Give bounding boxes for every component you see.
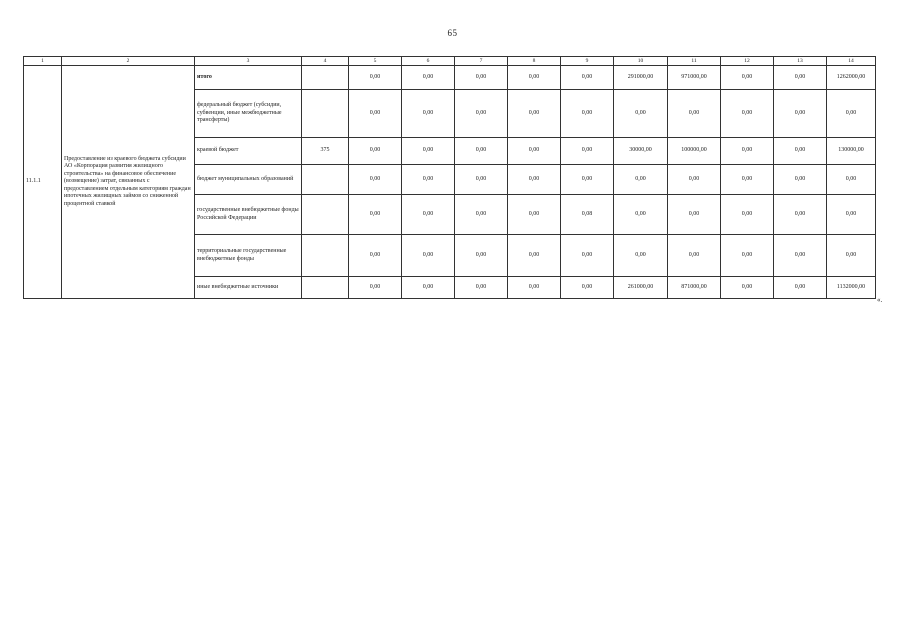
funding-source: бюджет муниципальных образований xyxy=(195,165,302,195)
cell-col4 xyxy=(302,235,349,277)
value-cell: 0,00 xyxy=(508,138,561,165)
cell-col4 xyxy=(302,66,349,90)
value-cell: 0,00 xyxy=(668,165,721,195)
funding-source: краевой бюджет xyxy=(195,138,302,165)
value-cell: 0,00 xyxy=(774,277,827,299)
value-cell: 871000,00 xyxy=(668,277,721,299)
value-cell: 0,00 xyxy=(721,165,774,195)
value-cell: 0,00 xyxy=(774,165,827,195)
value-cell: 291000,00 xyxy=(614,66,668,90)
value-cell: 130000,00 xyxy=(827,138,876,165)
value-cell: 971000,00 xyxy=(668,66,721,90)
value-cell: 0,00 xyxy=(508,235,561,277)
value-cell: 261000,00 xyxy=(614,277,668,299)
value-cell: 0,00 xyxy=(614,195,668,235)
value-cell: 0,00 xyxy=(349,138,402,165)
value-cell: 0,08 xyxy=(561,195,614,235)
cell-col4: 375 xyxy=(302,138,349,165)
value-cell: 0,00 xyxy=(402,277,455,299)
value-cell: 0,00 xyxy=(455,138,508,165)
table-row xyxy=(24,66,876,90)
cell-col4 xyxy=(302,277,349,299)
value-cell: 0,00 xyxy=(561,66,614,90)
value-cell: 0,00 xyxy=(455,165,508,195)
value-cell: 0,00 xyxy=(349,90,402,138)
funding-source: иные внебюджетные источники xyxy=(195,277,302,299)
value-cell: 0,00 xyxy=(349,195,402,235)
value-cell: 0,00 xyxy=(349,66,402,90)
funding-source: территориальные государственные внебюджетные фонды xyxy=(195,235,302,277)
column-header: 5 xyxy=(349,57,402,66)
value-cell: 0,00 xyxy=(349,165,402,195)
value-cell: 0,00 xyxy=(561,277,614,299)
column-header: 12 xyxy=(721,57,774,66)
value-cell: 0,00 xyxy=(402,235,455,277)
value-cell: 0,00 xyxy=(508,66,561,90)
column-header: 9 xyxy=(561,57,614,66)
value-cell: 0,00 xyxy=(614,235,668,277)
column-header: 10 xyxy=(614,57,668,66)
value-cell: 0,00 xyxy=(455,66,508,90)
value-cell: 0,00 xyxy=(455,90,508,138)
value-cell: 0,00 xyxy=(721,235,774,277)
value-cell: 0,00 xyxy=(455,235,508,277)
value-cell: 0,00 xyxy=(455,277,508,299)
value-cell: 0,00 xyxy=(774,138,827,165)
value-cell: 0,00 xyxy=(721,195,774,235)
value-cell: 0,00 xyxy=(721,90,774,138)
value-cell: 0,00 xyxy=(774,195,827,235)
funding-source: итого xyxy=(195,66,302,90)
header-row xyxy=(24,57,876,66)
value-cell: 0,00 xyxy=(721,138,774,165)
value-cell: 0,00 xyxy=(561,235,614,277)
funding-source: федеральный бюджет (субсидии, субвенции, иные межбюджетные трансферты) xyxy=(195,90,302,138)
value-cell: 0,00 xyxy=(774,90,827,138)
column-header: 3 xyxy=(195,57,302,66)
column-header: 13 xyxy=(774,57,827,66)
value-cell: 0,00 xyxy=(455,195,508,235)
cell-col4 xyxy=(302,90,349,138)
value-cell: 0,00 xyxy=(668,235,721,277)
column-header: 8 xyxy=(508,57,561,66)
value-cell: 1262000,00 xyxy=(827,66,876,90)
value-cell: 0,00 xyxy=(402,165,455,195)
cell-col4 xyxy=(302,165,349,195)
value-cell: 0,00 xyxy=(402,138,455,165)
value-cell: 0,00 xyxy=(614,165,668,195)
item-code: 11.1.1 xyxy=(24,66,62,299)
value-cell: 0,00 xyxy=(614,90,668,138)
item-description: Предоставление из краевого бюджета субсидии АО «Корпорация развития жилищного строительства» на финансовое обеспечение (возмещение) затрат, связанных с предоставлением отдельным категориям граждан ипотечных жилищных займов со сниженной процентной ставкой xyxy=(62,66,195,299)
value-cell: 0,00 xyxy=(561,165,614,195)
value-cell: 30000,00 xyxy=(614,138,668,165)
value-cell: 0,00 xyxy=(668,90,721,138)
value-cell: 0,00 xyxy=(508,165,561,195)
funding-source: государственные внебюджетные фонды Российской Федерации xyxy=(195,195,302,235)
value-cell: 0,00 xyxy=(827,165,876,195)
column-header: 2 xyxy=(62,57,195,66)
budget-table xyxy=(23,56,876,299)
value-cell: 0,00 xyxy=(774,66,827,90)
value-cell: 0,00 xyxy=(349,277,402,299)
value-cell: 0,00 xyxy=(508,277,561,299)
value-cell: 0,00 xyxy=(721,66,774,90)
cell-col4 xyxy=(302,195,349,235)
value-cell: 0,00 xyxy=(561,138,614,165)
value-cell: 0,00 xyxy=(721,277,774,299)
value-cell: 100000,00 xyxy=(668,138,721,165)
value-cell: 0,00 xyxy=(827,90,876,138)
column-header: 14 xyxy=(827,57,876,66)
value-cell: 0,00 xyxy=(402,90,455,138)
column-header: 11 xyxy=(668,57,721,66)
value-cell: 0,00 xyxy=(349,235,402,277)
column-header: 7 xyxy=(455,57,508,66)
value-cell: 0,00 xyxy=(668,195,721,235)
value-cell: 0,00 xyxy=(508,195,561,235)
column-header: 4 xyxy=(302,57,349,66)
column-header: 6 xyxy=(402,57,455,66)
closing-quote-mark: «. xyxy=(877,296,883,304)
value-cell: 0,00 xyxy=(402,66,455,90)
value-cell: 0,00 xyxy=(827,195,876,235)
value-cell: 1132000,00 xyxy=(827,277,876,299)
page-number: 65 xyxy=(447,28,458,38)
value-cell: 0,00 xyxy=(827,235,876,277)
column-header: 1 xyxy=(24,57,62,66)
value-cell: 0,00 xyxy=(508,90,561,138)
value-cell: 0,00 xyxy=(561,90,614,138)
value-cell: 0,00 xyxy=(402,195,455,235)
value-cell: 0,00 xyxy=(774,235,827,277)
